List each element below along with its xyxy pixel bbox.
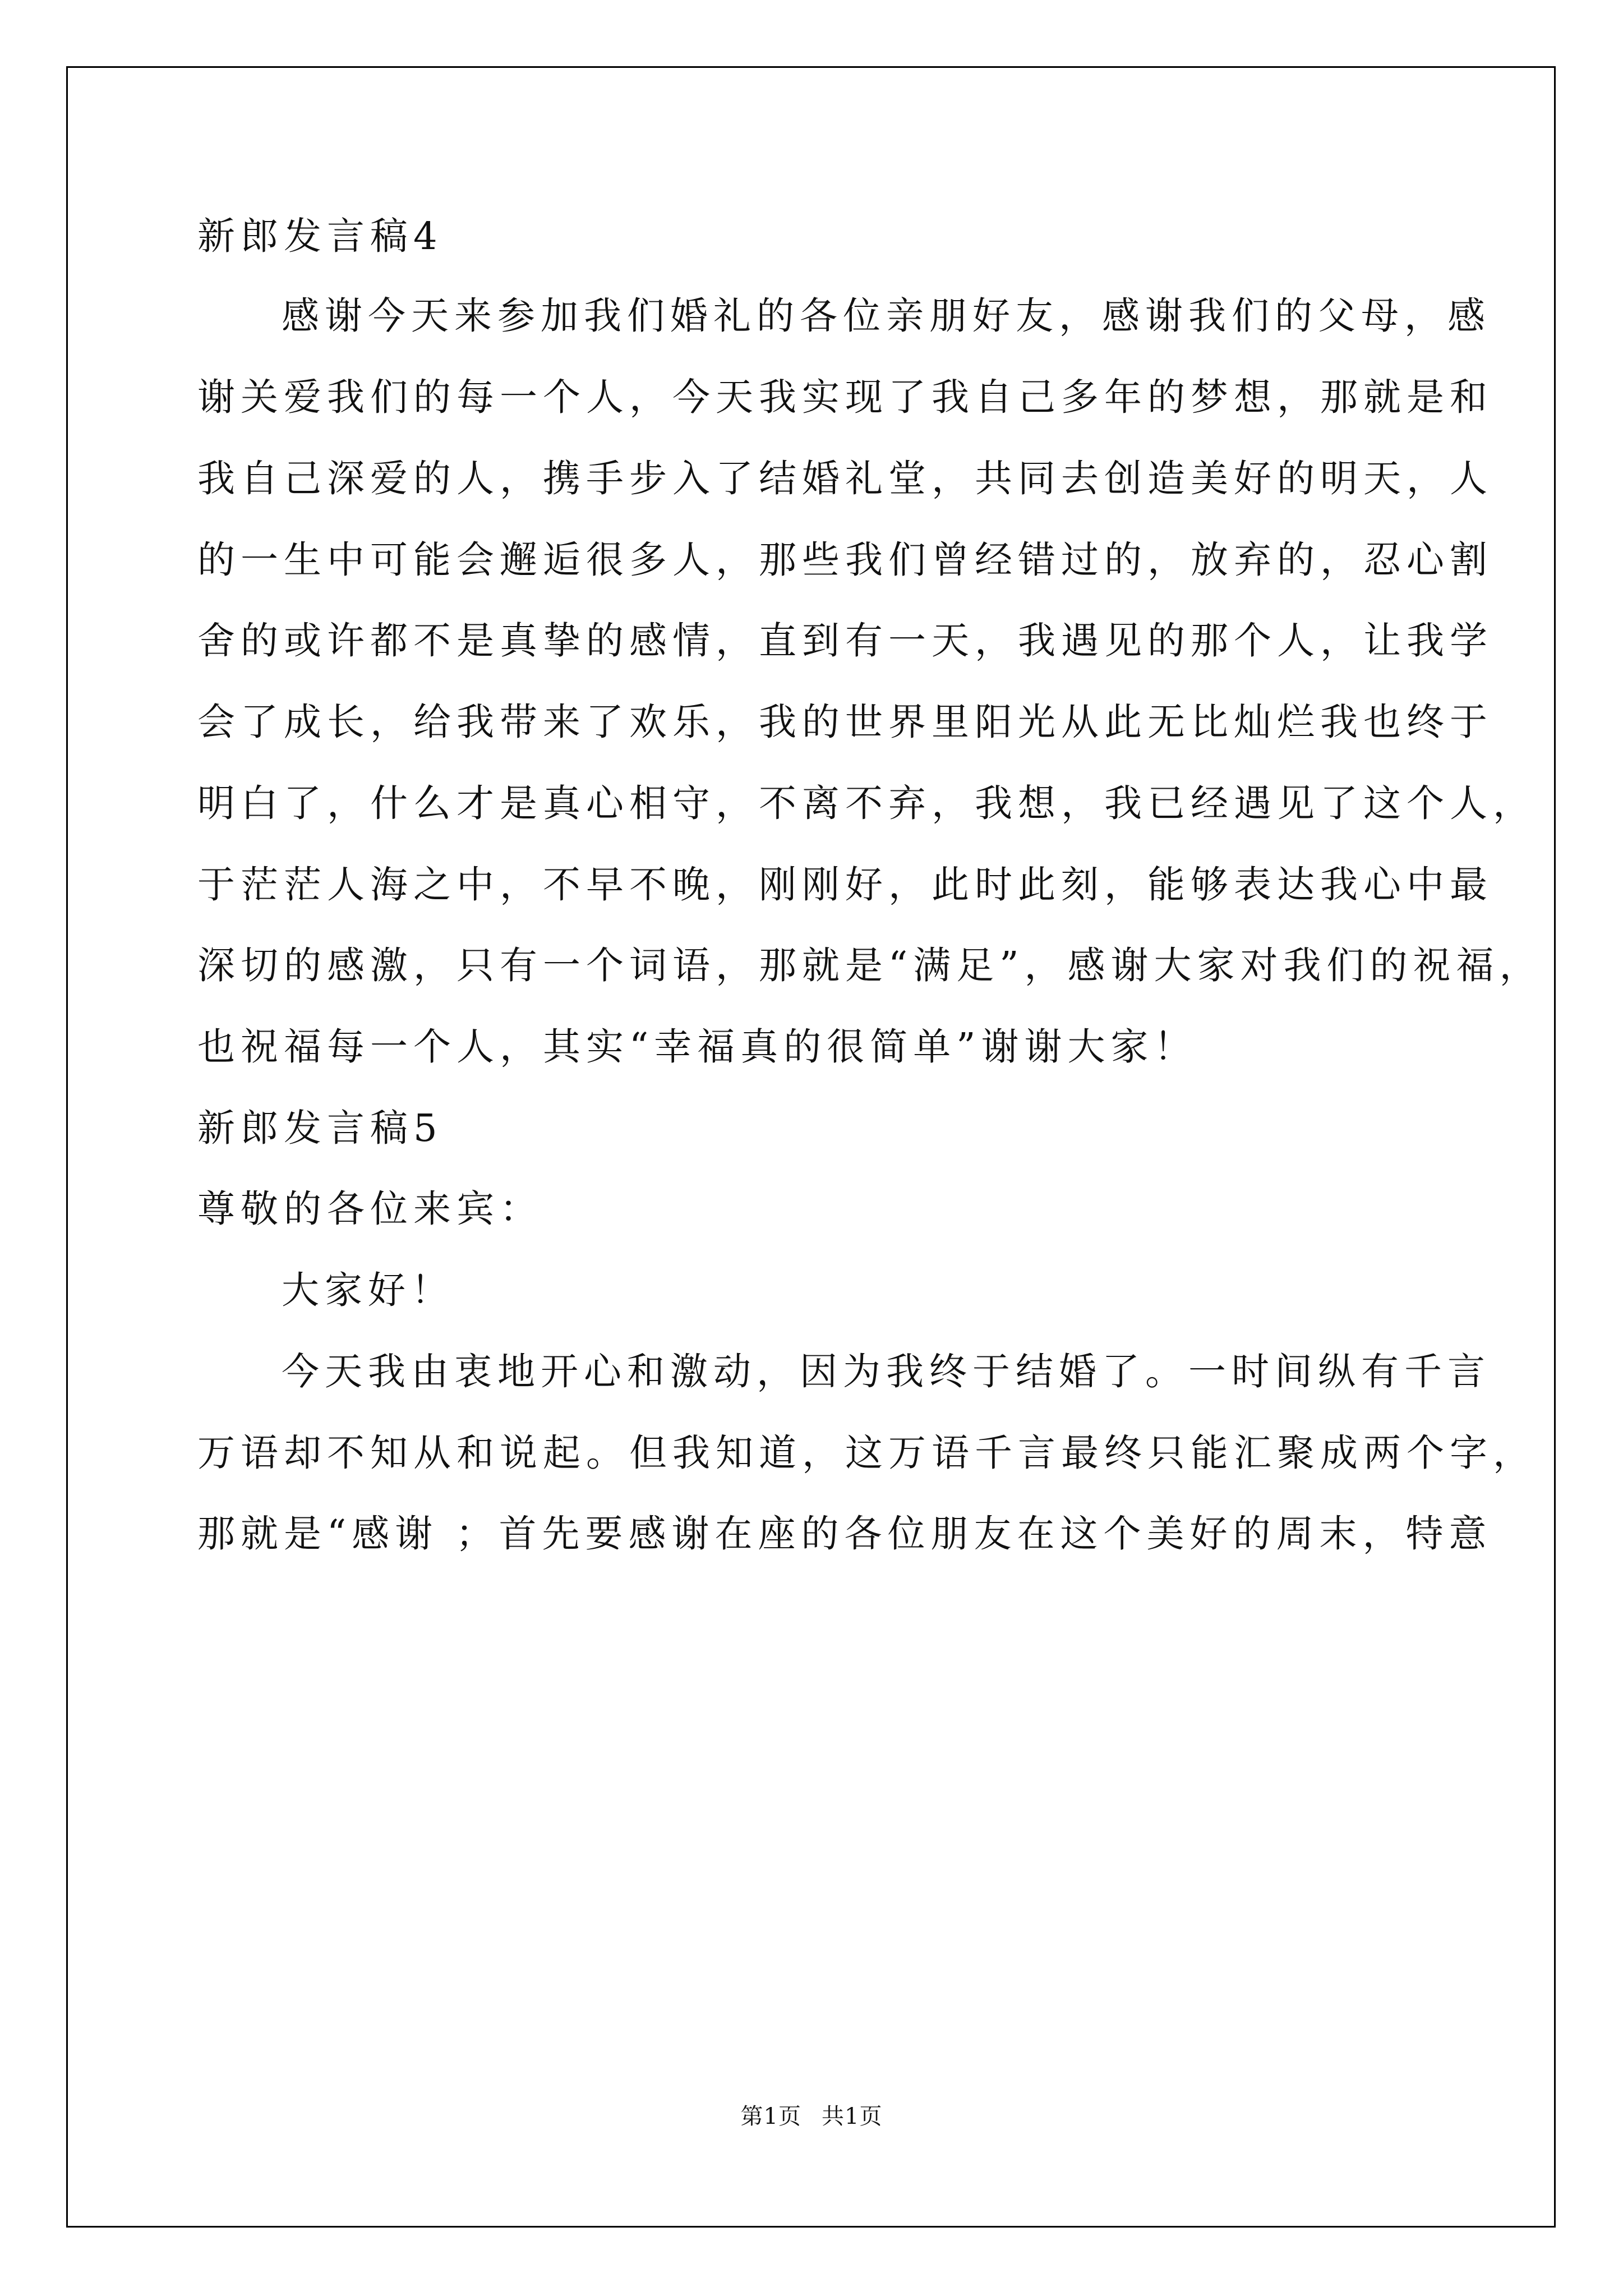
section-heading-4: 新郎发言稿4 [197,214,443,258]
paragraph-line: 今天我由衷地开心和激动，因为我终于结婚了。一时间纵有千言 [282,1350,1491,1393]
paragraph-line: 于茫茫人海之中，不早不晚，刚刚好，此时此刻，能够表达我心中最 [197,863,1493,907]
page-footer [0,2100,1623,2133]
paragraph-line: 谢关爱我们的每一个人，今天我实现了我自己多年的梦想，那就是和 [197,375,1493,419]
greeting: 大家好！ [282,1268,454,1312]
paragraph-line: 那就是“感谢 ；首先要感谢在座的各位朋友在这个美好的周末，特意 [197,1512,1492,1556]
paragraph-line: 会了成长，给我带来了欢乐，我的世界里阳光从此无比灿烂我也终于 [197,700,1493,744]
paragraph-line: 明白了，什么才是真心相守，不离不弃，我想，我已经遇见了这个人， [197,781,1536,825]
paragraph-line: 的一生中可能会邂逅很多人，那些我们曾经错过的，放弃的，忍心割 [197,538,1493,582]
section-heading-5: 新郎发言稿5 [197,1106,443,1150]
paragraph-line: 感谢今天来参加我们婚礼的各位亲朋好友，感谢我们的父母，感 [282,294,1491,338]
paragraph-line: 我自己深爱的人，携手步入了结婚礼堂，共同去创造美好的明天，人 [197,457,1493,500]
page-total: 共1页 [822,2104,883,2129]
paragraph-line: 舍的或许都不是真挚的感情，直到有一天，我遇见的那个人，让我学 [197,619,1493,662]
paragraph-line: 也祝福每一个人，其实“幸福真的很简单”谢谢大家！ [197,1025,1197,1069]
paragraph-line: 万语却不知从和说起。但我知道，这万语千言最终只能汇聚成两个字， [197,1431,1536,1475]
page-number: 第1页 [740,2104,801,2129]
salutation: 尊敬的各位来宾： [197,1187,543,1231]
paragraph-line: 深切的感激，只有一个词语，那就是“满足”，感谢大家对我们的祝福， [197,944,1543,987]
